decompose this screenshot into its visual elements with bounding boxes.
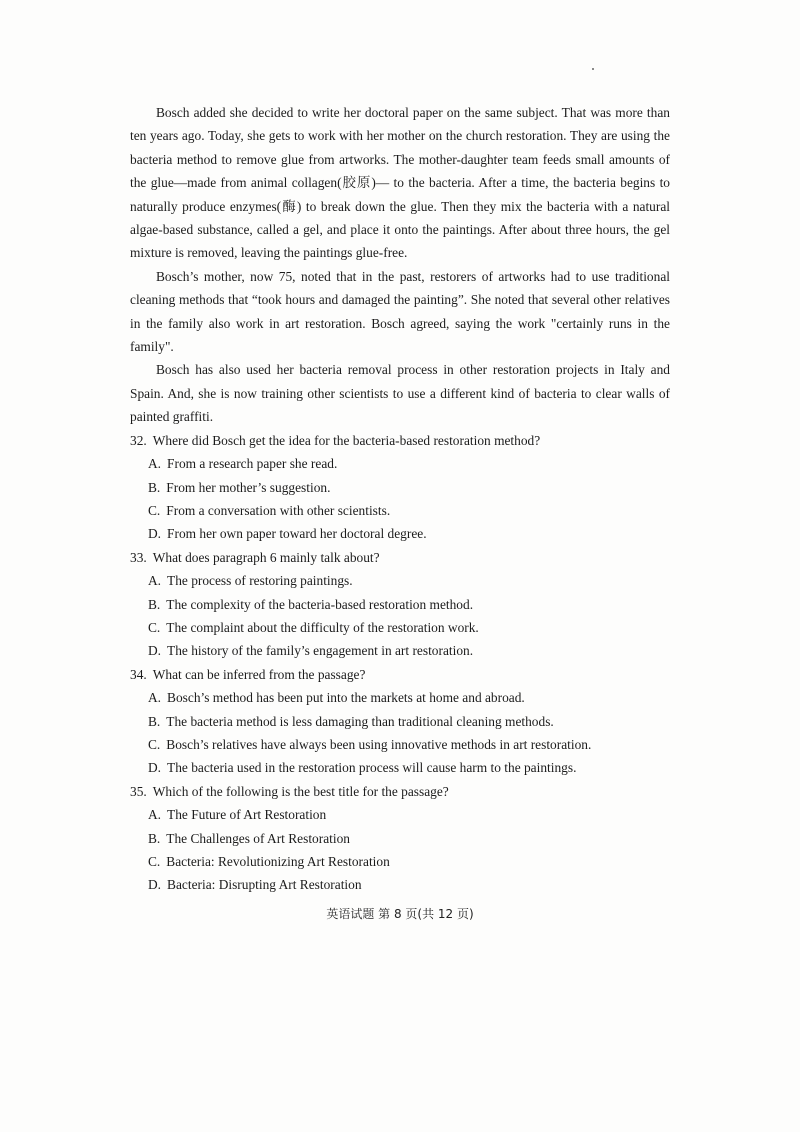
question-32 (130, 429, 670, 546)
option-letter: C. (148, 736, 161, 752)
option-list (130, 569, 670, 663)
option-d[interactable] (148, 756, 670, 779)
option-list (130, 452, 670, 546)
option-letter: A. (148, 573, 162, 589)
option-letter: D. (148, 526, 162, 542)
option-text: Bosch’s method has been put into the markets at home and abroad. (167, 690, 525, 706)
option-b[interactable] (148, 593, 670, 616)
question-stem (130, 546, 670, 569)
question-33 (130, 546, 670, 663)
question-text: What does paragraph 6 mainly talk about? (152, 549, 380, 565)
option-list (130, 686, 670, 780)
question-stem (130, 663, 670, 686)
question-text: Where did Bosch get the idea for the bacteria-based restoration method? (152, 432, 541, 448)
reading-passage (130, 101, 670, 429)
option-text: The Challenges of Art Restoration (166, 830, 350, 846)
option-text: Bosch’s relatives have always been using innovative methods in art restoration. (166, 736, 592, 752)
option-d[interactable] (148, 522, 670, 545)
option-text: Bacteria: Disrupting Art Restoration (167, 877, 362, 893)
question-text: What can be inferred from the passage? (152, 666, 366, 682)
option-text: The bacteria used in the restoration process will cause harm to the paintings. (167, 760, 577, 776)
option-letter: B. (148, 713, 161, 729)
question-number: 35. (130, 783, 147, 799)
option-letter: B. (148, 596, 161, 612)
option-letter: A. (148, 807, 162, 823)
option-text: From a conversation with other scientists. (166, 502, 391, 518)
option-letter: C. (148, 854, 161, 869)
option-text: From her own paper toward her doctoral degree. (167, 526, 427, 542)
option-text: From a research paper she read. (167, 456, 338, 472)
option-letter: D. (148, 877, 162, 893)
option-letter: C. (148, 502, 161, 518)
option-letter: D. (148, 643, 162, 659)
option-letter: A. (148, 456, 162, 472)
option-d[interactable] (148, 873, 670, 896)
page-footer: 英语试题 第 8 页(共 12 页) (326, 907, 474, 921)
option-text: The process of restoring paintings. (167, 573, 353, 589)
page-content (130, 101, 670, 897)
passage-paragraph: Bosch added she decided to write her doctoral paper on the same subject. That was more than ten years ago. Today, she gets to work with her mother on the church restoration. They are using the bacteria method to remove glue from artworks. The mother-daughter team feeds small amounts of the glue—made from animal collagen(胶原)— to the bacteria. After a time, the bacteria begins to naturally produce enzymes(酶) to break down the glue. Then they mix the bacteria with a natural algae-based substance, called a gel, and place it onto the paintings. After about three hours, the gel mixture is removed, leaving the paintings glue-free. (130, 105, 670, 261)
option-text: The history of the family’s engagement in art restoration. (167, 643, 474, 659)
question-35 (130, 780, 670, 897)
option-c[interactable] (148, 499, 670, 522)
question-number: 34. (130, 666, 147, 682)
option-letter: D. (148, 760, 162, 776)
option-letter: B. (148, 830, 161, 846)
option-a[interactable] (148, 803, 670, 826)
option-a[interactable] (148, 452, 670, 475)
question-list (130, 429, 670, 897)
option-text: The Future of Art Restoration (167, 807, 327, 823)
question-number: 32. (130, 432, 147, 448)
option-text: Bacteria: Revolutionizing Art Restoration (166, 854, 390, 869)
option-d[interactable] (148, 639, 670, 662)
option-b[interactable] (148, 476, 670, 499)
passage-paragraph: Bosch has also used her bacteria removal process in other restoration projects in Italy and Spain. And, she is now training other scientists to use a different kind of bacteria to clear walls of painted graffiti. (130, 362, 670, 425)
option-letter: B. (148, 479, 161, 495)
option-text: From her mother’s suggestion. (166, 479, 331, 495)
option-text: The complaint about the difficulty of the restoration work. (166, 619, 479, 635)
scan-speck (592, 68, 594, 70)
option-a[interactable] (148, 686, 670, 709)
option-b[interactable] (148, 710, 670, 733)
option-b[interactable] (148, 827, 670, 850)
passage-paragraph: Bosch’s mother, now 75, noted that in the past, restorers of artworks had to use traditional cleaning methods that “took hours and damaged the painting”. She noted that several other relatives in the family also work in art restoration. Bosch agreed, saying the work "certainly runs in the family". (130, 268, 670, 355)
option-c[interactable] (148, 850, 670, 873)
option-a[interactable] (148, 569, 670, 592)
question-text: Which of the following is the best title for the passage? (152, 783, 449, 799)
option-c[interactable] (148, 733, 670, 756)
question-stem (130, 780, 670, 803)
option-text: The complexity of the bacteria-based restoration method. (166, 596, 474, 612)
question-stem (130, 429, 670, 452)
option-list (130, 803, 670, 897)
option-letter: A. (148, 690, 162, 706)
option-letter: C. (148, 619, 161, 635)
question-34 (130, 663, 670, 780)
option-c[interactable] (148, 616, 670, 639)
option-text: The bacteria method is less damaging than traditional cleaning methods. (166, 713, 554, 729)
question-number: 33. (130, 549, 147, 565)
